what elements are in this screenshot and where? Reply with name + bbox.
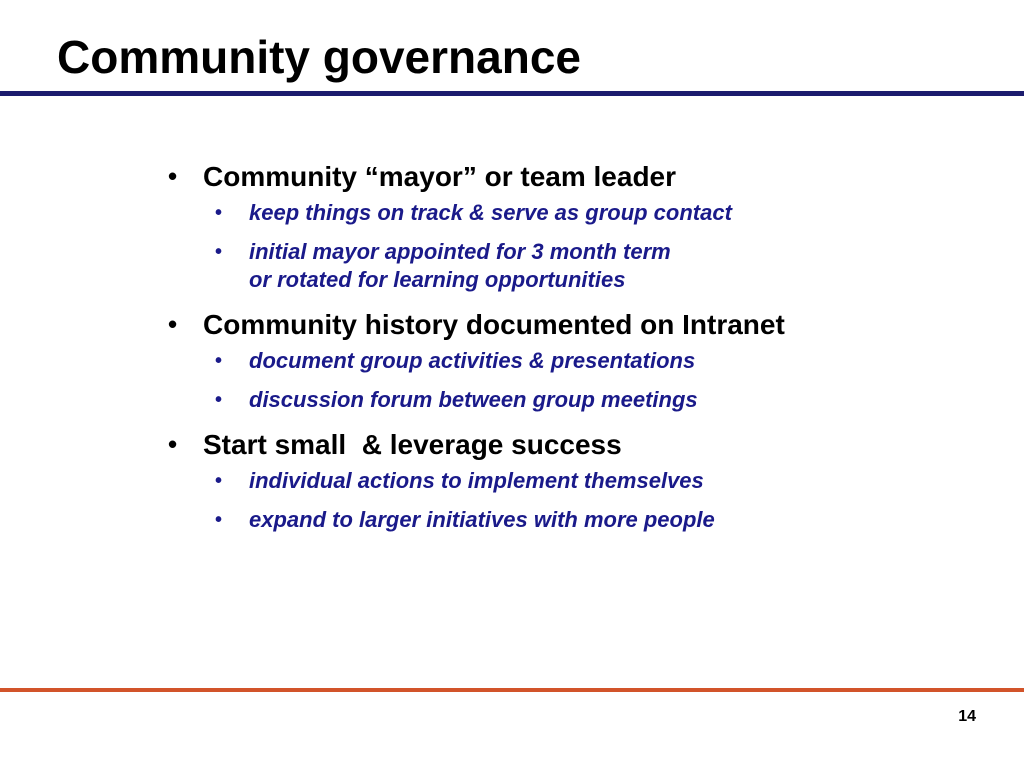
sub-bullet-icon: • <box>215 202 223 224</box>
sub-bullet-icon: • <box>215 389 223 411</box>
bullet-list <box>165 158 985 536</box>
bullet-icon: • <box>168 161 178 191</box>
bullet-icon: • <box>168 309 178 339</box>
sub-bullet-item <box>212 465 985 497</box>
bullet-text: Community “mayor” or team leader <box>203 161 677 192</box>
bullet-text: Start small & leverage success <box>203 429 622 460</box>
bullet-icon: • <box>168 429 178 459</box>
sub-bullet-text-continued: or rotated for learning opportunities <box>249 267 626 292</box>
sub-bullet-text: keep things on track & serve as group contact <box>249 200 732 225</box>
bullet-item-start-small <box>165 426 985 463</box>
sub-bullet-text: initial mayor appointed for 3 month term <box>249 239 671 264</box>
page-number: 14 <box>958 708 976 725</box>
sub-bullet-text: expand to larger initiatives with more people <box>249 507 715 532</box>
sub-bullet-item <box>212 345 985 377</box>
sub-bullet-text: document group activities & presentations <box>249 348 696 373</box>
bullet-item-history <box>165 306 985 343</box>
title-divider <box>0 91 1024 96</box>
sub-bullet-icon: • <box>215 241 223 263</box>
sub-bullet-item <box>212 236 985 296</box>
footer-divider <box>0 688 1024 692</box>
sub-bullet-icon: • <box>215 350 223 372</box>
bullet-item-mayor <box>165 158 985 195</box>
sub-bullet-icon: • <box>215 470 223 492</box>
sub-bullet-list <box>212 465 985 536</box>
sub-bullet-item <box>212 384 985 416</box>
sub-bullet-list <box>212 197 985 296</box>
sub-bullet-text: discussion forum between group meetings <box>249 387 698 412</box>
slide-title: Community governance <box>57 31 581 83</box>
sub-bullet-item <box>212 197 985 229</box>
sub-bullet-list <box>212 345 985 416</box>
sub-bullet-icon: • <box>215 509 223 531</box>
sub-bullet-item <box>212 504 985 536</box>
sub-bullet-text: individual actions to implement themselves <box>249 468 704 493</box>
bullet-text: Community history documented on Intranet <box>203 309 785 340</box>
